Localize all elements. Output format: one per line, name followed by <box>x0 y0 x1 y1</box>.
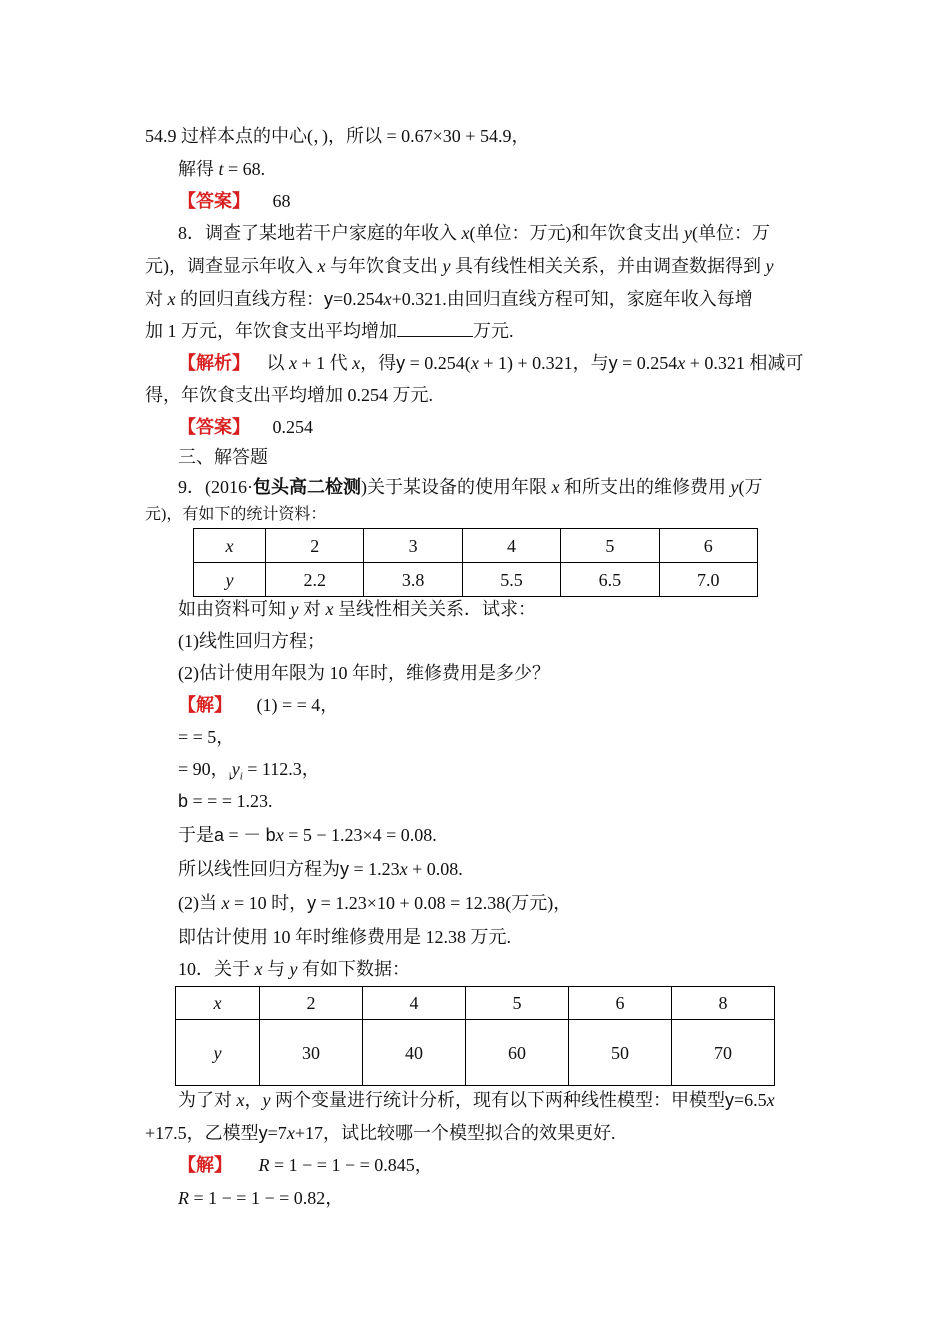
fill-blank <box>397 320 473 337</box>
solution-tag: 【解】 <box>178 1155 232 1175</box>
q9-line-3: 如由资料可知 y 对 x 呈线性相关关系．试求： <box>178 599 536 619</box>
q10-line-2: 为了对 x，y 两个变量进行统计分析，现有以下两种线性模型：甲模型y=6.5x <box>178 1090 775 1110</box>
q8-line-3: 对 x 的回归直线方程：y=0.254x+0.321.由回归直线方程可知，家庭年收入每增 <box>145 289 753 309</box>
answer-tag: 【答案】 <box>178 417 250 437</box>
q8-analysis-line-2: 得，年饮食支出平均增加 0.254 万元. <box>145 385 433 405</box>
q10-line-3: +17.5，乙模型y=7x+17，试比较哪一个模型拟合的效果更好. <box>145 1123 616 1143</box>
q9-data-table <box>193 528 758 597</box>
q7-line1: 54.9 过样本点的中心(，)，所以 = 0.67×30 + 54.9， <box>145 126 530 146</box>
answer-tag: 【答案】 <box>178 191 250 211</box>
solution-tag: 【解】 <box>178 695 232 715</box>
q7-solve-line: 解得 t = 68. <box>178 159 266 179</box>
q9-solution-line-5: 于是a = － bx = 5 − 1.23×4 = 0.08. <box>178 825 437 845</box>
table-row-x: x 2 3 4 5 6 <box>194 529 758 563</box>
q10-solution-line-2: R = 1 − = 1 − = 0.82， <box>178 1188 344 1208</box>
q9-line-2: 元)，有如下的统计资料： <box>145 506 327 523</box>
q9-solution-line-8: 即估计使用 10 年时维修费用是 12.38 万元. <box>178 927 511 947</box>
q7-continuation-line <box>145 125 529 147</box>
q9-line-1: 9．(2016·包头高二检测)关于某设备的使用年限 x 和所支出的维修费用 y(万 <box>178 477 763 497</box>
table-row-y: y 30 40 60 50 70 <box>176 1020 775 1086</box>
q9-solution-line-7: (2)当 x = 10 时，y = 1.23×10 + 0.08 = 12.38(万元)， <box>178 893 572 913</box>
q8-answer <box>178 416 313 438</box>
q7-answer <box>178 190 291 212</box>
q8-line-1: 8．调查了某地若干户家庭的年收入 x(单位：万元)和年饮食支出 y(单位：万 <box>178 223 770 243</box>
q9-part-1: (1)线性回归方程； <box>178 631 325 651</box>
section-heading: 三、解答题 <box>178 447 268 467</box>
q9-solution-line-4: b = = = 1.23. <box>178 791 273 811</box>
answer-value: 0.254 <box>272 417 313 437</box>
analysis-tag: 【解析】 <box>178 353 250 373</box>
q8-line-2: 元)，调查显示年收入 x 与年饮食支出 y 具有线性相关关系，并由调查数据得到 y <box>145 256 774 276</box>
q9-solution-line-2: = = 5， <box>178 727 235 747</box>
table-row-y: y 2.2 3.8 5.5 6.5 7.0 <box>194 563 758 597</box>
q10-solution-line-1: 【解】 R = 1 − = 1 − = 0.845， <box>178 1155 433 1175</box>
q9-part-2: (2)估计使用年限为 10 年时，维修费用是多少？ <box>178 663 550 683</box>
answer-value: 68 <box>272 191 291 211</box>
q10-line-1: 10．关于 x 与 y 有如下数据： <box>178 959 410 979</box>
q10-data-table <box>175 986 775 1086</box>
q9-solution-line-6: 所以线性回归方程为y = 1.23x + 0.08. <box>178 859 463 879</box>
table-row-x: x 2 4 5 6 8 <box>176 987 775 1020</box>
q8-analysis-line-1: 【解析】 以 x + 1 代 x，得y = 0.254(x + 1) + 0.321，与y = 0.254x + 0.321 相减可 <box>178 353 804 373</box>
q9-solution-line-3: = 90，$_iy_i = 112.3$， <box>178 759 320 783</box>
q9-solution-line-1: 【解】 (1) = = 4， <box>178 695 339 715</box>
q8-line-4: 加 1 万元，年饮食支出平均增加 万元. <box>145 321 514 341</box>
